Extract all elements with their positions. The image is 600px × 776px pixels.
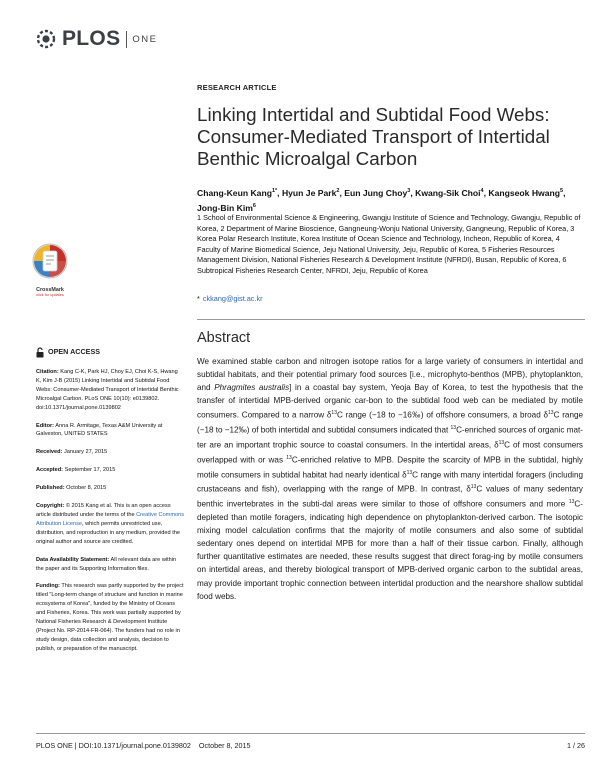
crossmark-label: CrossMark xyxy=(36,287,64,293)
editor: Editor: Anna R. Armitage, Texas A&M University at Galveston, UNITED STATES xyxy=(36,422,163,438)
article-sidebar xyxy=(36,347,184,663)
author-affiliation-mark: 5 xyxy=(560,188,564,194)
author-name: Chang-Keun Kang xyxy=(197,187,272,198)
crossmark-sub: click for updates xyxy=(36,293,64,297)
abstract-heading: Abstract xyxy=(197,330,251,346)
author-name: Eun Jung Choy xyxy=(344,187,408,198)
author-list: Chang-Keun Kang$^{1*}$, Hyun Je Park$^2$, Eun Jung Choy$^3$, Kwang-Sik Choi$^4$, Kangseok Hwang$^5$, Jong-Bin Kim$^6$ xyxy=(197,187,566,213)
corresponding-email xyxy=(197,294,263,303)
article-type: RESEARCH ARTICLE xyxy=(197,83,277,92)
author-affiliation-mark: 2 xyxy=(336,188,340,194)
accepted: Accepted: September 17, 2015 xyxy=(36,467,116,474)
funding: Funding: This research was partly supported by the project titled "Long-term change of structure and function in marine ecosystems of Korea", funded by the Ministry of Oceans and Fisheries, Korea. This work was partially supported by National Fisheries Research & Development Institute (Project No. RP-2014-FR-064). The funders had no role in study design, data collection and analysis, decision to publish, or preparation of the manuscript. xyxy=(36,583,184,652)
crossmark-badge[interactable] xyxy=(30,241,70,297)
received: Received: January 27, 2015 xyxy=(36,449,108,456)
plos-logo xyxy=(34,26,157,52)
email-link[interactable]: ckkang@gist.ac.kr xyxy=(202,294,263,303)
logo-divider xyxy=(126,31,127,48)
author-name: Kwang-Sik Choi xyxy=(415,187,481,198)
license-link[interactable]: Creative Commons Attribution License xyxy=(36,511,185,527)
affiliations: 1 School of Environmental Science & Engineering, Gwangju Institute of Science and Technology, Gwangju, Republic of Korea, 2 Department of Marine Bioscience, Gangneung-Wonju National University, Gangneung, Republic of Korea, 3 Korea Polar Research Institute, Korea Institute of Ocean Science and Technology, Incheon, Republic of Korea, 4 Faculty of Marine Biomedical Science, Jeju National University, Jeju, Republic of Korea, 5 Fisheries Resources Management Division, National Fisheries Research & Development Institute (NFRDI), Busan, Republic of Korea, 6 Subtropical Fisheries Research Center, NFRDI, Jeju, Republic of Korea xyxy=(197,213,581,275)
footer-citation: PLOS ONE | DOI:10.1371/journal.pone.0139802 October 8, 2015 xyxy=(36,741,251,750)
footer-divider xyxy=(36,733,585,734)
author-affiliation-mark: 4 xyxy=(480,188,484,194)
data-availability: Data Availability Statement: All relevant data are within the paper and its Supporting Information files. xyxy=(36,556,177,572)
author-name: Hyun Je Park xyxy=(281,187,337,198)
logo-journal: ONE xyxy=(132,33,158,45)
plos-logo-mark-icon xyxy=(34,27,58,51)
open-access-badge: OPEN ACCESS xyxy=(36,347,184,358)
article-title: Linking Intertidal and Subtidal Food Webs: Consumer-Mediated Transport of Intertidal Benthic Microalgal Carbon xyxy=(197,104,550,169)
abstract-body: We examined stable carbon and nitrogen isotope ratios for a large variety of consumers in intertidal and subtidal habitats, and their potential primary food sources [i.e., microphyto-benthos (MPB), phytoplankton, and Phragmites australis] in a coastal bay system, Yeoja Bay of Korea, to test the hypothesis that the transfer of intertidal MPB-derived organic car-bon to the subtidal food web can be mediated by motile consumers. Compared to a narrow $\delta^{13}C$ range (−18 to −16‰) of offshore consumers, a broad $\delta^{13}C$ range (−18 to −12‰) of both intertidal and subtidal consumers indicated that $^{13}$C-enriched sources of organic mat-ter are an important trophic source to coastal consumers. In the intertidal areas, $\delta^{13}C$ of most consumers overlapped with or was $^{13}$C-enriched relative to MPB. Despite the scarcity of MPB in the subtidal, highly motile consumers in subtidal habitat had nearly identical $\delta^{13}C$ range with many intertidal foragers (including crustaceans and fish), overlapping with the range of MPB. In contrast, $\delta^{13}C$ values of many sedentary benthic invertebrates in the subti-dal areas were similar to those of offshore consumers and more $^{13}$C-depleted than motile foragers, indicating high dependence on phytoplankton-derived carbon. The isotopic mixing model calculation confirms that the majority of motile consumers and also some of subtidal sedentary ones depend on intertidal MPB for more than a half of their tissue carbon. Finally, although further quantitative estimates are needed, these results suggest that direct forag-ing by motile consumers on intertidal areas, and thereby biological transport of MPB-derived organic carbon to the subtidal areas, may provide important trophic connection between intertidal production and the nearshore shallow subtidal food webs. xyxy=(197,357,583,601)
open-lock-icon xyxy=(36,347,44,358)
crossmark-icon xyxy=(30,241,70,281)
author-name: Kangseok Hwang xyxy=(488,187,561,198)
author-affiliation-mark: 3 xyxy=(407,188,411,194)
author-affiliation-mark: 6 xyxy=(252,202,256,209)
citation: Citation: Kang C-K, Park HJ, Choy EJ, Choi K-S, Hwang K, Kim J-B (2015) Linking Intertidal and Subtidal Food Webs: Consumer-Mediated Transport of Intertidal Benthic Microalgal Carbon. PLoS ONE 10(10): e0139802. doi:10.1371/journal.pone.0139802 xyxy=(36,369,179,411)
published: Published: October 8, 2015 xyxy=(36,485,107,492)
abstract-divider xyxy=(197,319,585,320)
logo-brand: PLOS xyxy=(62,27,121,50)
author-name: Jong-Bin Kim xyxy=(197,202,253,213)
author-affiliation-mark: 1* xyxy=(271,188,278,194)
email-mark: * xyxy=(197,294,200,303)
page-number: 1 / 26 xyxy=(567,741,585,750)
copyright: Copyright: © 2015 Kang et al. This is an open access article distributed under the terms of the Creative Commons Attribution License, which permits unrestricted use, distribution, and reproduction in any medium, provided the original author and source are credited. xyxy=(36,503,185,545)
